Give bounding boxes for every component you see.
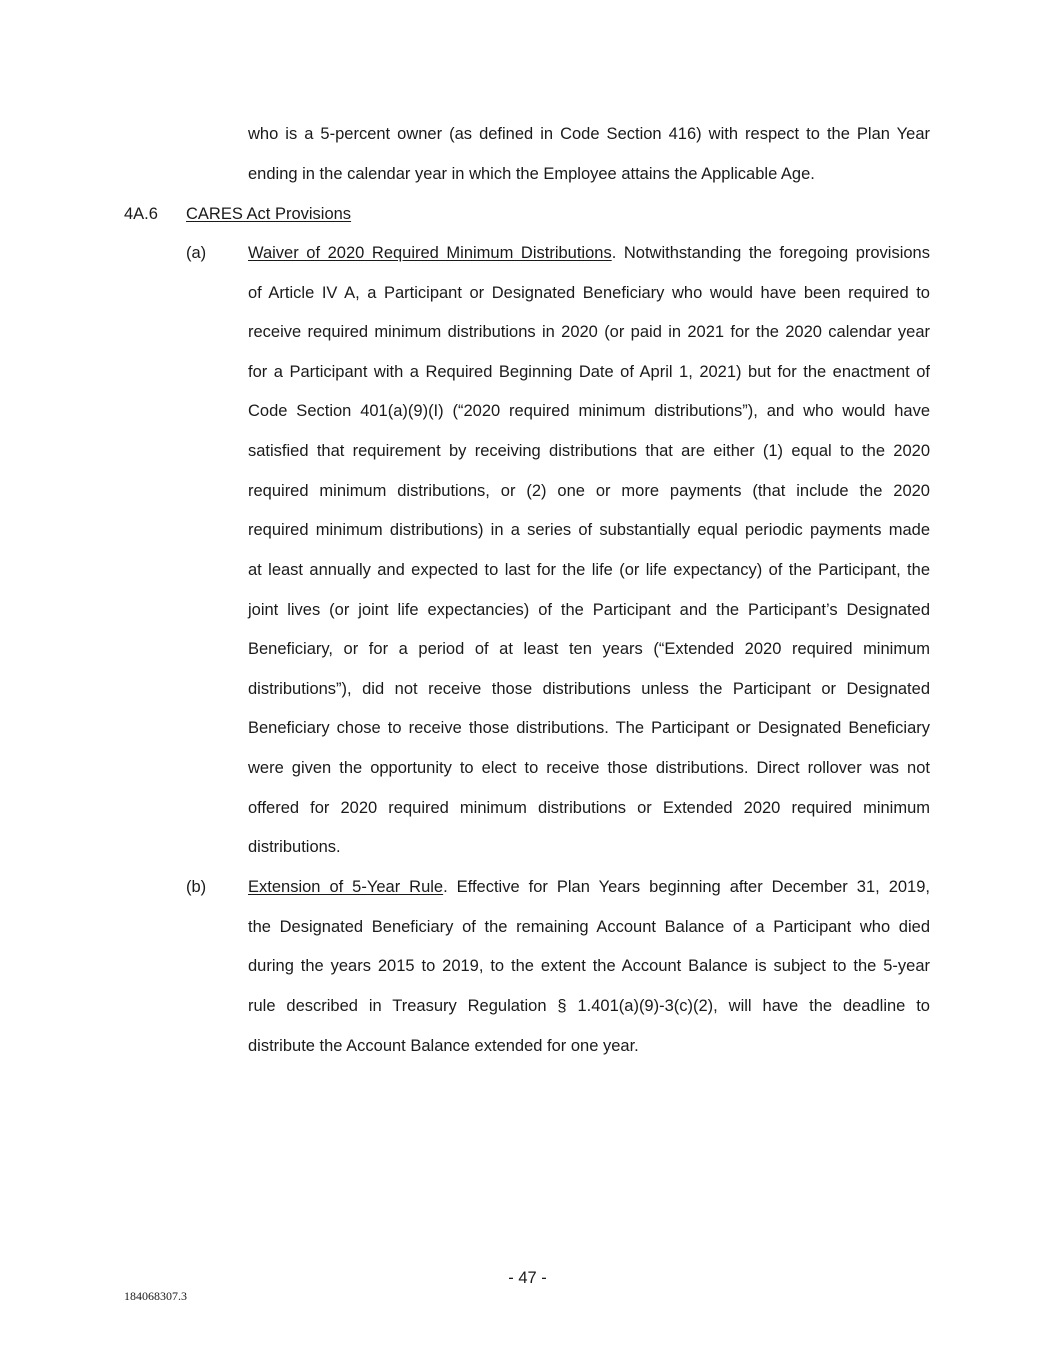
section-title: CARES Act Provisions — [186, 205, 352, 223]
document-id: 184068307.3 — [124, 1289, 187, 1303]
para-a-line: of Article IV A, a Participant or Designated Beneficiary who would have been required to — [248, 284, 930, 302]
para-b-line: during the years 2015 to 2019, to the extent the Account Balance is subject to the 5-year — [248, 957, 930, 975]
para-a-last-line: distributions. — [248, 838, 341, 856]
para-a-line: Beneficiary, or for a period of at least ten years (“Extended 2020 required minimum — [248, 640, 930, 658]
para-b-heading: Extension of 5-Year Rule — [248, 878, 444, 896]
para-a-line: at least annually and expected to last for the life (or life expectancy) of the Participant, the — [248, 561, 930, 579]
para-b-first-line — [248, 877, 930, 897]
para-b-last-line: distribute the Account Balance extended for one year. — [248, 1037, 639, 1055]
intro-line-1: who is a 5-percent owner (as defined in Code Section 416) with respect to the Plan Year — [248, 125, 930, 143]
para-a-line: Beneficiary chose to receive those distributions. The Participant or Designated Beneficiary — [248, 719, 930, 737]
intro-line-2: ending in the calendar year in which the Employee attains the Applicable Age. — [248, 165, 815, 183]
section-number: 4A.6 — [124, 205, 158, 223]
para-a-line: distributions”), did not receive those distributions unless the Participant or Designated — [248, 680, 930, 698]
para-b-line: rule described in Treasury Regulation § 1.401(a)(9)-3(c)(2), will have the deadline to — [248, 997, 930, 1015]
para-a-line: receive required minimum distributions in 2020 (or paid in 2021 for the 2020 calendar year — [248, 323, 930, 341]
para-a-label: (a) — [186, 244, 207, 262]
para-a-line: required minimum distributions) in a series of substantially equal periodic payments made — [248, 521, 930, 539]
para-a-line: offered for 2020 required minimum distributions or Extended 2020 required minimum — [248, 799, 930, 817]
para-b-line: the Designated Beneficiary of the remaining Account Balance of a Participant who died — [248, 918, 930, 936]
para-a-heading-tail: . Notwithstanding the foregoing provisions — [611, 244, 930, 262]
para-a-line: Code Section 401(a)(9)(I) (“2020 required minimum distributions”), and who would have — [248, 402, 930, 420]
para-a-line: for a Participant with a Required Beginning Date of April 1, 2021) but for the enactment of — [248, 363, 930, 381]
para-a-line: were given the opportunity to elect to receive those distributions. Direct rollover was not — [248, 759, 930, 777]
page-number: - 47 - — [508, 1269, 547, 1287]
para-a-heading: Waiver of 2020 Required Minimum Distributions — [248, 244, 612, 262]
para-a-line: joint lives (or joint life expectancies) of the Participant and the Participant’s Designated — [248, 601, 930, 619]
para-a-first-line — [248, 243, 930, 263]
para-a-line: satisfied that requirement by receiving distributions that are either (1) equal to the 2020 — [248, 442, 930, 460]
para-a-line: required minimum distributions, or (2) one or more payments (that include the 2020 — [248, 482, 930, 500]
para-b-label: (b) — [186, 878, 207, 896]
para-b-heading-tail: . Effective for Plan Years beginning after December 31, 2019, — [443, 878, 930, 896]
